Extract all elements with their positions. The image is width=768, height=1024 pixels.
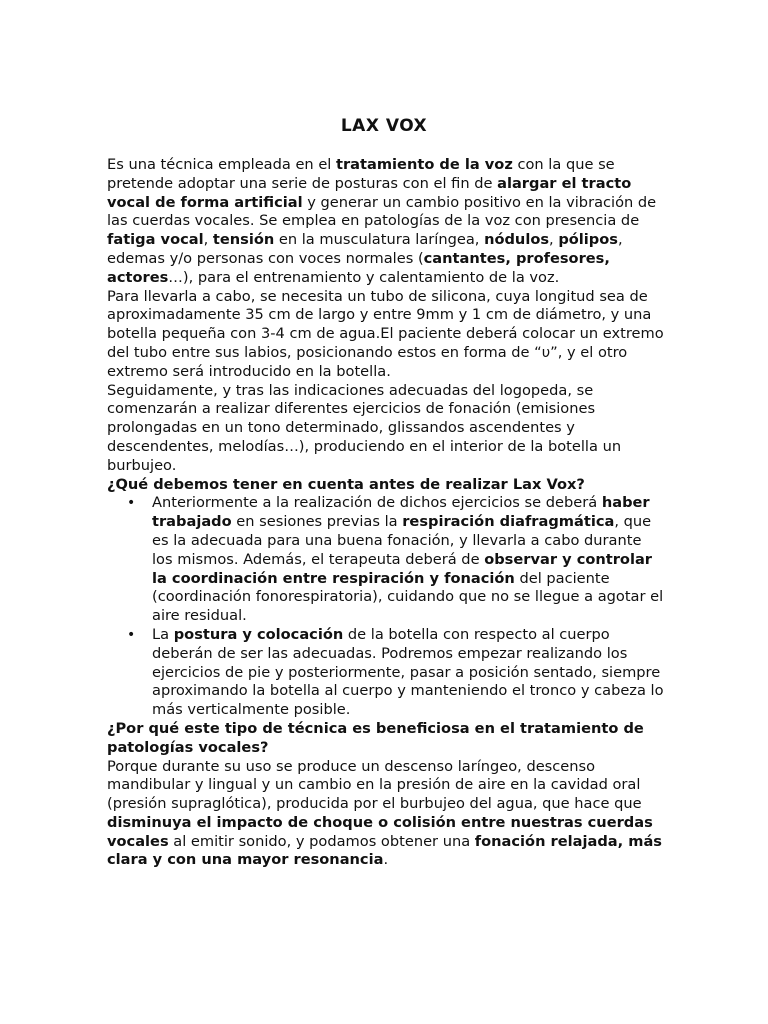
text-run: , edemas y/o personas con voces normales ( [107, 231, 623, 267]
text-run: en la musculatura laríngea, [274, 231, 485, 249]
bullet-icon: • [127, 626, 136, 643]
list-item [107, 494, 665, 626]
text-run: La [152, 625, 174, 643]
section-heading-considerations: ¿Qué debemos tener en cuenta antes de realizar Lax Vox? [107, 475, 585, 493]
bold-text-run: fonación relajada, más clara y con una mayor resonancia [107, 832, 662, 869]
text-run: de la botella con respecto al cuerpo deberán de ser las adecuadas. Podremos empezar realizando los ejercicios de pie y posteriormente, pasar a posición sentado, siempre aproximando la botella al cuerpo y manteniendo el tronco y cabeza lo más verticalmente posible. [152, 625, 664, 719]
list-item [107, 626, 665, 720]
bold-text-run: nódulos [484, 231, 550, 249]
bold-text-run: disminuya el impacto de choque o colisión entre nuestras cuerdas vocales [107, 813, 653, 850]
text-run: al emitir sonido, y podamos obtener una [168, 832, 475, 850]
procedure-paragraph [107, 288, 665, 382]
text-run: y generar un cambio positivo en la vibración de las cuerdas vocales. Se emplea en patologías de la voz con presencia de [107, 193, 657, 230]
text-run: del paciente (coordinación fonorespiratoria), cuidando que no se llegue a agotar el aire residual. [152, 569, 664, 625]
section-heading-benefits: ¿Por qué este tipo de técnica es beneficiosa en el tratamiento de patologías vocales? [107, 719, 644, 756]
text-run: con la que se pretende adoptar una serie de posturas con el fin de [107, 156, 615, 192]
text-run: , [549, 231, 559, 249]
text-run: Anteriormente a la realización de dichos ejercicios se deberá [152, 494, 602, 512]
text-run: Es una técnica empleada en el [107, 156, 336, 173]
bold-text-run: postura y colocación [173, 625, 344, 643]
bold-text-run: tensión [212, 231, 275, 249]
bold-text-run: tratamiento de la voz [336, 156, 513, 173]
bold-text-run: cantantes, profesores, actores [107, 249, 610, 286]
benefits-paragraph [107, 758, 665, 871]
exercises-paragraph [107, 382, 665, 476]
bold-text-run: respiración diafragmática [402, 513, 615, 531]
text-run: . [383, 851, 389, 869]
list-item-text [152, 626, 664, 718]
bullet-icon: • [127, 495, 136, 512]
text-run: en sesiones previas la [231, 513, 403, 531]
text-run: Porque durante su uso se produce un descenso laríngeo, descenso mandibular y lingual y un cambio en la presión de aire en la cavidad oral (presión supraglótica), producida por el burbujeo del agua, que hace que [107, 757, 642, 813]
bold-text-run: pólipos [558, 231, 618, 249]
bold-text-run: haber trabajado [152, 494, 650, 531]
document-body [107, 156, 665, 870]
intro-paragraph [107, 156, 665, 288]
text-run: , [203, 231, 213, 249]
bold-text-run: observar y controlar la coordinación entre respiración y fonación [152, 550, 653, 587]
text-run: …), para el entrenamiento y calentamiento de la voz. [168, 268, 560, 286]
text-run: Para llevarla a cabo, se necesita un tubo de silicona, cuya longitud sea de aproximadamente 35 cm de largo y entre 9mm y 1 cm de diámetro, y una botella pequeña con 3-4 cm de agua.El paciente deberá colocar un extremo del tubo entre sus labios, posicionando estos en forma de “υ”, y el otro extremo será introducido en la botella. [107, 287, 664, 380]
text-run: Seguidamente, y tras las indicaciones adecuadas del logopeda, se comenzarán a realizar diferentes ejercicios de fonación (emisiones prolongadas en un tono determinado, glissandos ascendentes y descendentes, melodías…), produciendo en el interior de la botella un burbujeo. [107, 381, 622, 474]
bold-text-run: alargar el tracto vocal de forma artificial [107, 174, 632, 211]
considerations-list [107, 494, 665, 720]
bold-text-run: fatiga vocal [107, 231, 204, 249]
document-title: LAX VOX [340, 116, 428, 136]
list-item-text [152, 494, 663, 624]
text-run: , que es la adecuada para una buena fonación, y llevarla a cabo durante los mismos. Además, el terapeuta deberá de [152, 513, 652, 568]
